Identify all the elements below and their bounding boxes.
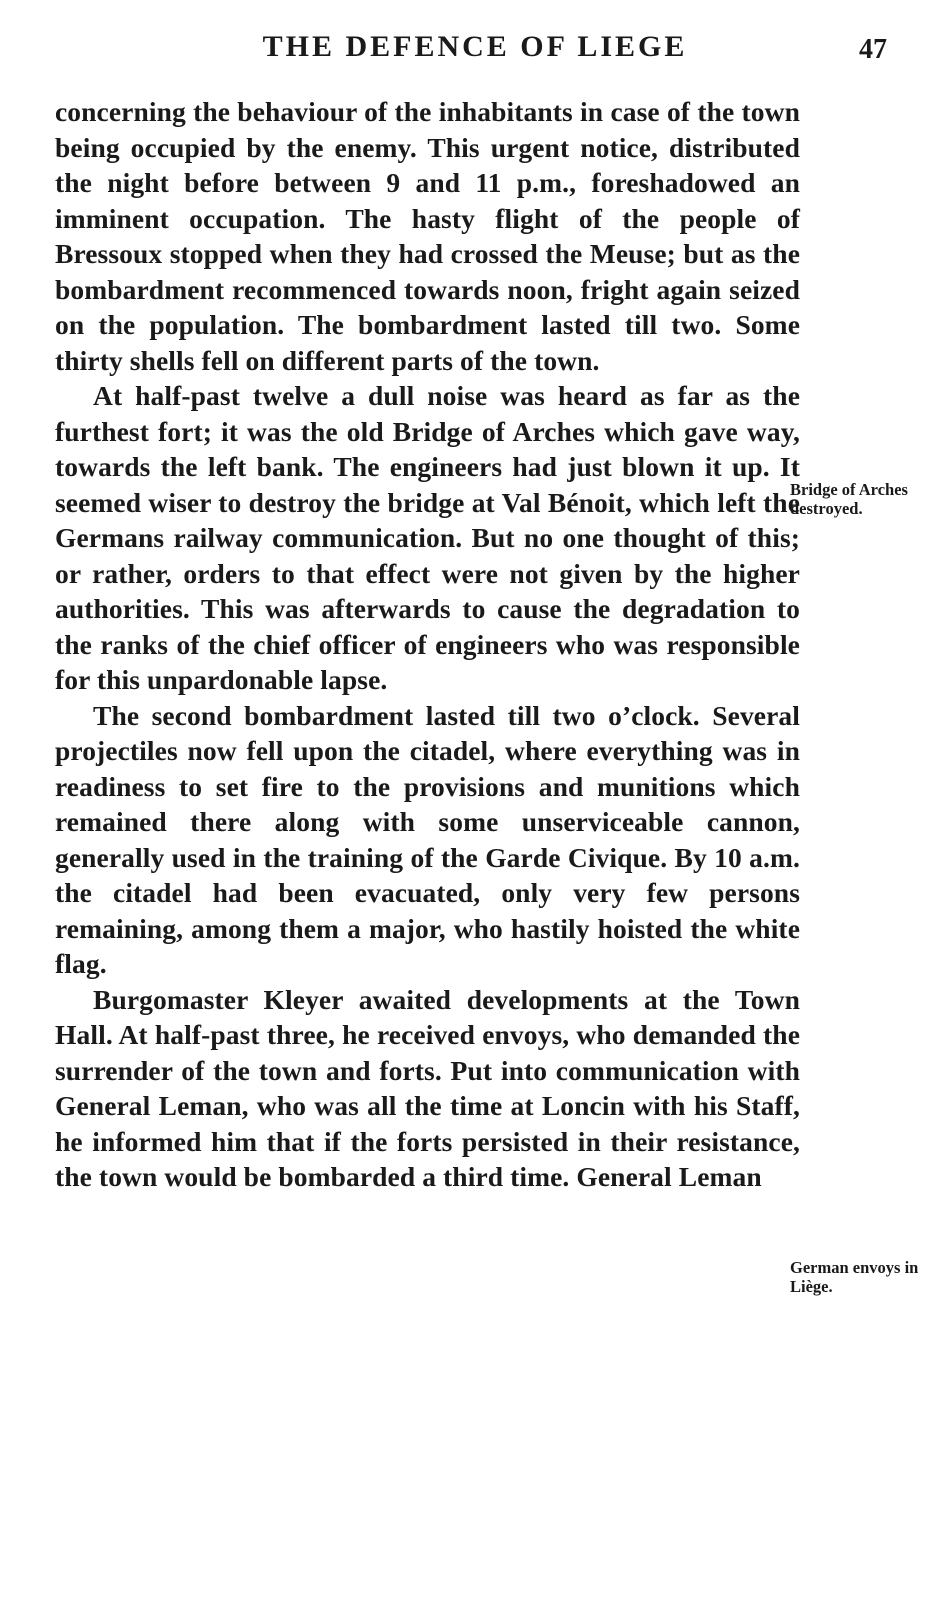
paragraph-1: concerning the behaviour of the inhabitants in case of the town being occupied by the enemy. This urgent notice, distributed the night before between 9 and 11 p.m., foreshadowed an imminent occupation. The hasty flight of the people of Bressoux stopped when they had crossed the Meuse; but as the bombardment recommenced towards noon, fright again seized on the population. The bombardment lasted till two. Some thirty shells fell on different parts of the town. — [55, 96, 800, 376]
page-title: THE DEFENCE OF LIEGE — [262, 30, 688, 63]
text-column — [55, 94, 800, 1195]
sidenote-bridge-of-arches: Bridge of Arches destroyed. — [790, 480, 908, 518]
paragraph-3: The second bombardment lasted till two o’clock. Several projectiles now fell upon the citadel, where everything was in readiness to set fire to the provisions and munitions which remained there along with some unserviceable cannon, generally used in the training of the Garde Civique. By 10 a.m. the citadel had been evacuated, only very few persons remaining, among them a major, who hastily hoisted the white flag. — [55, 699, 800, 979]
running-head — [55, 30, 895, 78]
paragraph-4: Burgomaster Kleyer awaited developments at the Town Hall. At half-past three, he received envoys, who demanded the surrender of the town and forts. Put into communication with General Leman, who was all the time at Loncin with his Staff, he informed him that if the forts persisted in their resistance, the town would be bombarded a third time. General Leman — [55, 983, 800, 1192]
sidenote-german-envoys: German envoys in Liège. — [790, 1258, 919, 1296]
paragraph-2: At half-past twelve a dull noise was heard as far as the furthest fort; it was the old Bridge of Arches which gave way, towards the left bank. The engineers had just blown it up. It seemed wiser to destroy the bridge at Val Bénoit, which left the Germans railway communication. But no one thought of this; or rather, orders to that effect were not given by the higher authorities. This was afterwards to cause the degradation to the ranks of the chief officer of engineers who was responsible for this unpardonable lapse. — [55, 380, 800, 695]
page-number: 47 — [859, 34, 887, 65]
